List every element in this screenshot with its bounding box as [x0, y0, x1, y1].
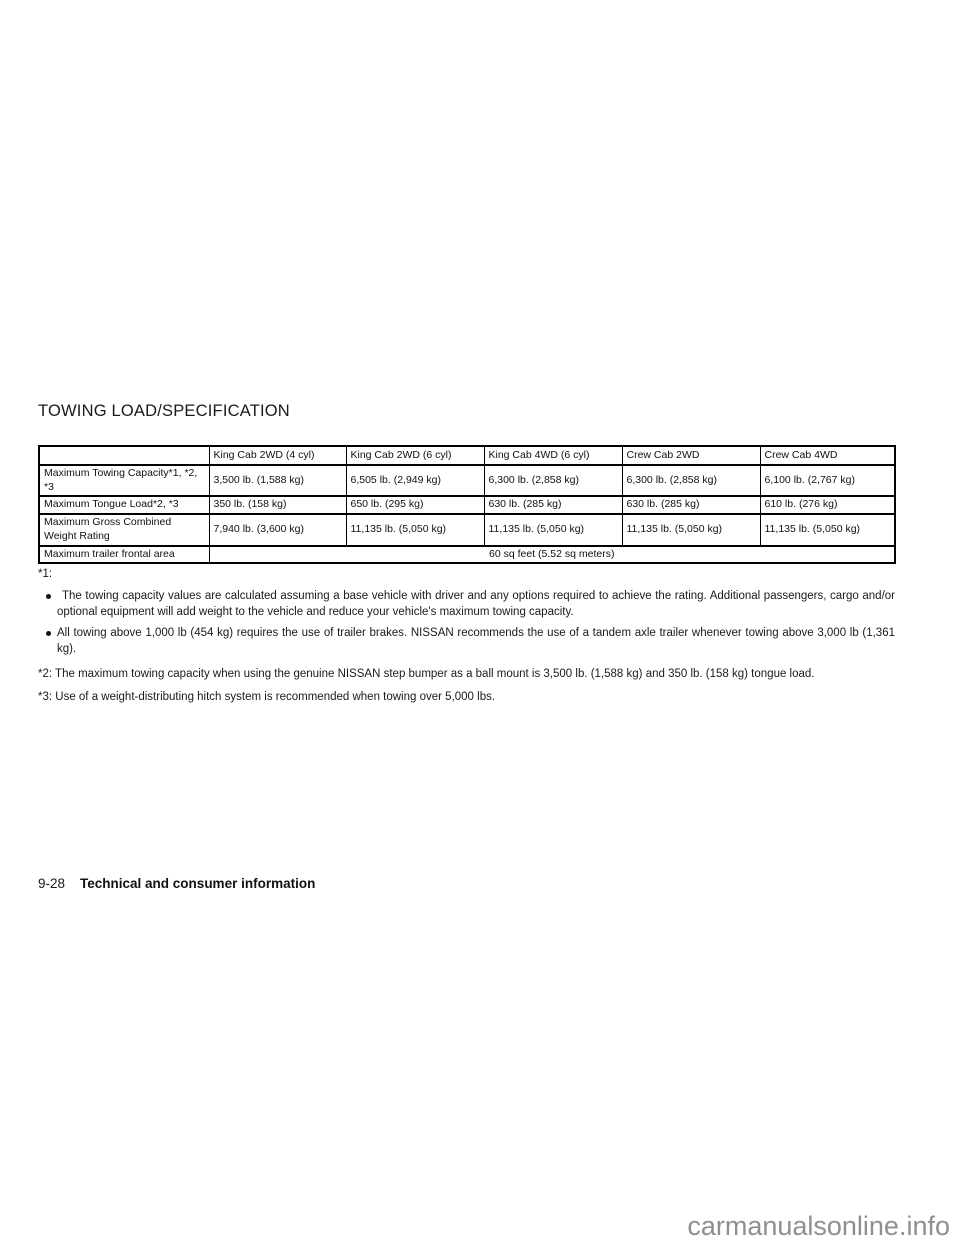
column-header-crew-cab-2wd: Crew Cab 2WD: [622, 446, 760, 465]
page-title: TOWING LOAD/SPECIFICATION: [38, 402, 290, 420]
table-cell: 6,505 lb. (2,949 kg): [346, 465, 484, 496]
footnote-1-bullet-2: [38, 625, 895, 657]
row-label: Maximum Towing Capacity*1, *2, *3: [39, 465, 209, 496]
table-cell: 11,135 lb. (5,050 kg): [346, 514, 484, 545]
footnote-1-bullet-1: [38, 588, 895, 620]
table-row-frontal-area: [39, 546, 895, 564]
footnote-2: *2: The maximum towing capacity when using the genuine NISSAN step bumper as a ball mount is 3,500 lb. (1,588 kg) and 350 lb. (158 kg) tongue load.: [38, 668, 815, 680]
footnote-3: *3: Use of a weight-distributing hitch system is recommended when towing over 5,000 lbs.: [38, 691, 496, 703]
footer-section-title: Technical and consumer information: [80, 876, 316, 891]
table-cell: 630 lb. (285 kg): [484, 496, 622, 514]
table-cell: 630 lb. (285 kg): [622, 496, 760, 514]
column-header-king-cab-4wd-6cyl: King Cab 4WD (6 cyl): [484, 446, 622, 465]
table-cell: 610 lb. (276 kg): [760, 496, 895, 514]
table-cell: 3,500 lb. (1,588 kg): [209, 465, 346, 496]
column-header-king-cab-2wd-4cyl: King Cab 2WD (4 cyl): [209, 446, 346, 465]
bullet-icon: [46, 631, 51, 636]
table-row-towing-capacity: [39, 465, 895, 496]
table-header-row: [39, 446, 895, 465]
column-header-blank: [39, 446, 209, 465]
table-cell: 11,135 lb. (5,050 kg): [622, 514, 760, 545]
footnote-1-bullet-1-text: The towing capacity values are calculated assuming a base vehicle with driver and any options required to achieve the rating. Additional passengers, cargo and/or optional equipment will add weight to the vehicle and reduce your vehicle's maximum towing capacity.: [57, 590, 895, 618]
row-label: Maximum Tongue Load*2, *3: [39, 496, 209, 514]
table-cell: 11,135 lb. (5,050 kg): [484, 514, 622, 545]
column-header-king-cab-2wd-6cyl: King Cab 2WD (6 cyl): [346, 446, 484, 465]
table-row-tongue-load: [39, 496, 895, 514]
footer-page-number: 9-28: [38, 876, 66, 891]
watermark-text: carmanualsonline.info: [687, 1211, 950, 1241]
bullet-icon: [46, 594, 51, 599]
table-cell-frontal-area: 60 sq feet (5.52 sq meters): [209, 546, 895, 564]
table-cell: 7,940 lb. (3,600 kg): [209, 514, 346, 545]
row-label: Maximum trailer frontal area: [39, 546, 209, 564]
table-cell: 6,300 lb. (2,858 kg): [622, 465, 760, 496]
footnote-1-label: *1:: [38, 568, 53, 580]
footnotes-block: [38, 566, 895, 705]
column-header-crew-cab-4wd: Crew Cab 4WD: [760, 446, 895, 465]
footnote-1-bullet-2-text: All towing above 1,000 lb (454 kg) requires the use of trailer brakes. NISSAN recommends the use of a tandem axle trailer whenever towing above 3,000 lb (1,361 kg).: [57, 627, 895, 655]
row-label: Maximum Gross Combined Weight Rating: [39, 514, 209, 545]
table-row-gcwr: [39, 514, 895, 545]
table-cell: 6,300 lb. (2,858 kg): [484, 465, 622, 496]
table-cell: 650 lb. (295 kg): [346, 496, 484, 514]
towing-spec-table: [38, 445, 896, 564]
page-footer: [38, 876, 315, 891]
table-cell: 350 lb. (158 kg): [209, 496, 346, 514]
table-cell: 6,100 lb. (2,767 kg): [760, 465, 895, 496]
table-cell: 11,135 lb. (5,050 kg): [760, 514, 895, 545]
